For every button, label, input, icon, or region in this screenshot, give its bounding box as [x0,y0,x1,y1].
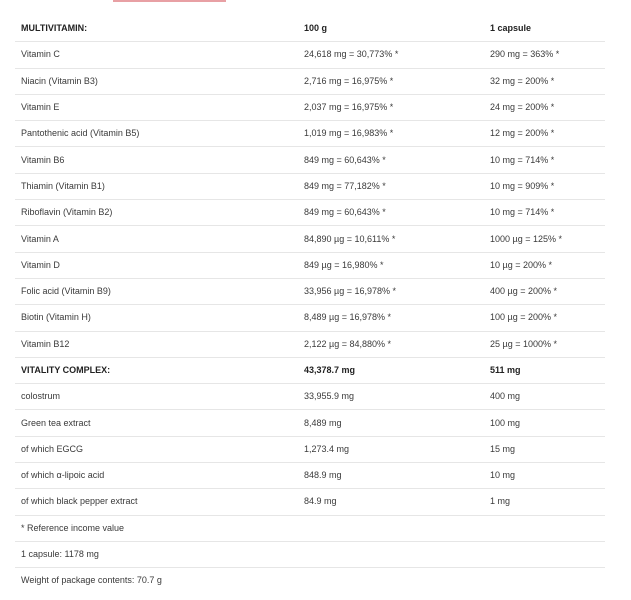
footnote-row [15,515,605,541]
nutrient-name: Folic acid (Vitamin B9) [15,278,298,304]
vitality-complex-header-row [15,357,605,383]
value-per-100g: 849 µg = 16,980% * [298,252,484,278]
value-per-capsule: 400 mg [484,384,605,410]
value-per-100g: 33,956 µg = 16,978% * [298,278,484,304]
nutrition-table [15,16,605,594]
footnote-row [15,568,605,594]
table-row [15,42,605,68]
value-per-100g: 1,019 mg = 16,983% * [298,121,484,147]
table-row [15,121,605,147]
nutrient-name: Riboflavin (Vitamin B2) [15,200,298,226]
value-per-100g: 8,489 mg [298,410,484,436]
value-per-100g: 849 mg = 60,643% * [298,147,484,173]
nutrient-name: Pantothenic acid (Vitamin B5) [15,121,298,147]
footnote-package-weight: Weight of package contents: 70.7 g [21,575,162,586]
value-per-capsule: 12 mg = 200% * [484,121,605,147]
table-header-row [15,16,605,42]
nutrient-name: Vitamin C [15,42,298,68]
value-per-capsule: 10 mg [484,463,605,489]
value-per-capsule: 25 µg = 1000% * [484,331,605,357]
table-row [15,410,605,436]
value-per-100g: 849 mg = 77,182% * [298,173,484,199]
value-per-capsule: 400 µg = 200% * [484,278,605,304]
value-per-100g: 24,618 mg = 30,773% * [298,42,484,68]
value-per-100g: 849 mg = 60,643% * [298,200,484,226]
ingredient-name: Green tea extract [15,410,298,436]
table-row [15,68,605,94]
vitality-per-capsule: 511 mg [484,357,605,383]
table-row [15,489,605,515]
table-row [15,463,605,489]
value-per-100g: 33,955.9 mg [298,384,484,410]
value-per-100g: 84,890 µg = 10,611% * [298,226,484,252]
value-per-100g: 8,489 µg = 16,978% * [298,305,484,331]
nutrient-name: Vitamin A [15,226,298,252]
value-per-capsule: 100 mg [484,410,605,436]
nutrient-name: Niacin (Vitamin B3) [15,68,298,94]
vitality-per-100g: 43,378.7 mg [298,357,484,383]
value-per-capsule: 32 mg = 200% * [484,68,605,94]
table-row [15,331,605,357]
value-per-capsule: 10 µg = 200% * [484,252,605,278]
header-per-capsule: 1 capsule [484,16,605,42]
table-row [15,278,605,304]
table-row [15,173,605,199]
value-per-100g: 2,122 µg = 84,880% * [298,331,484,357]
header-multivitamin: MULTIVITAMIN: [15,16,298,42]
table-row [15,384,605,410]
nutrient-name: Vitamin B12 [15,331,298,357]
ingredient-name: of which EGCG [15,436,298,462]
value-per-100g: 2,037 mg = 16,975% * [298,94,484,120]
table-row [15,200,605,226]
ingredient-name: of which α-lipoic acid [15,463,298,489]
footnote-row [15,541,605,567]
table-row [15,147,605,173]
ingredient-name: colostrum [15,384,298,410]
value-per-capsule: 15 mg [484,436,605,462]
footnote-capsule-weight: 1 capsule: 1178 mg [15,541,605,567]
value-per-capsule: 10 mg = 714% * [484,147,605,173]
nutrient-name: Vitamin D [15,252,298,278]
table-row [15,305,605,331]
value-per-capsule: 10 mg = 909% * [484,173,605,199]
value-per-100g: 2,716 mg = 16,975% * [298,68,484,94]
accent-tab-indicator [113,0,226,2]
vitality-complex-label: VITALITY COMPLEX: [15,357,298,383]
table-row [15,94,605,120]
header-per-100g: 100 g [298,16,484,42]
value-per-capsule: 100 µg = 200% * [484,305,605,331]
nutrient-name: Thiamin (Vitamin B1) [15,173,298,199]
nutrient-name: Vitamin B6 [15,147,298,173]
value-per-capsule: 1 mg [484,489,605,515]
value-per-capsule: 1000 µg = 125% * [484,226,605,252]
value-per-100g: 84.9 mg [298,489,484,515]
footnote-reference: * Reference income value [15,515,605,541]
value-per-capsule: 290 mg = 363% * [484,42,605,68]
value-per-100g: 848.9 mg [298,463,484,489]
value-per-capsule: 10 mg = 714% * [484,200,605,226]
table-row [15,226,605,252]
value-per-100g: 1,273.4 mg [298,436,484,462]
ingredient-name: of which black pepper extract [15,489,298,515]
nutrient-name: Biotin (Vitamin H) [15,305,298,331]
nutrient-name: Vitamin E [15,94,298,120]
value-per-capsule: 24 mg = 200% * [484,94,605,120]
table-row [15,436,605,462]
table-row [15,252,605,278]
